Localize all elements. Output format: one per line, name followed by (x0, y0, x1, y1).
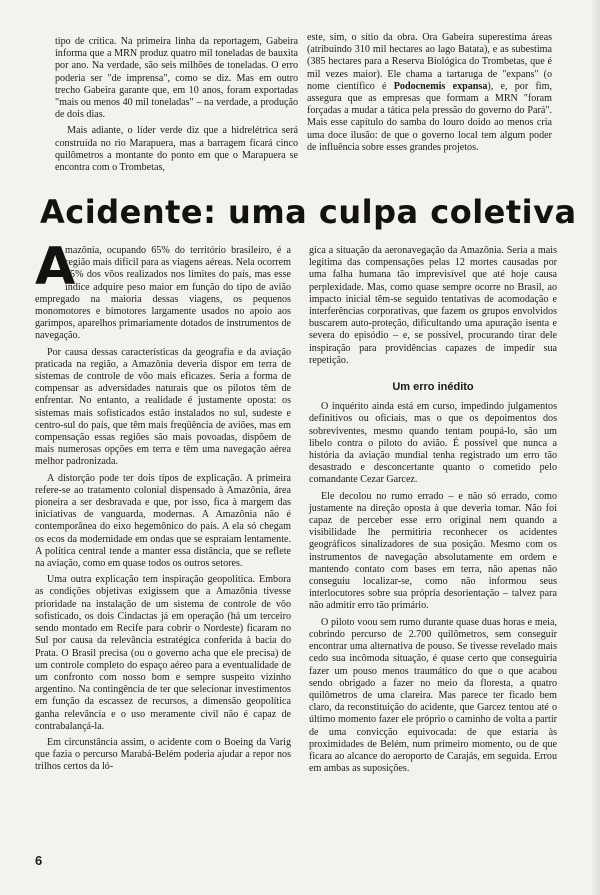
paragraph: Por causa dessas características da geografia e da aviação praticada na região, a Amazônia deveria dispor em terra de sistemas de controle de vôo mais eficazes. Seria a forma de compensar as adversidades naturais que os pilotos têm de enfrentar. No entanto, a realidade é justamente oposta: os sistemas mais sofisticados estão instalados no sul, sudeste e centro-sul do país, que têm mais freqüência de aviões, mas em compensação essas regiões são mais povoadas, dispõem de mais numerosas opções em terra e têm uma navegação aérea melhor padronizada. (35, 346, 291, 468)
paragraph: O piloto voou sem rumo durante quase duas horas e meia, cobrindo percurso de 2.700 quilômetros, sem conseguir encontrar uma alternativa de pouso. Se tivesse revelado mais cedo sua incômoda situação, é quase certo que conseguiria fazer um pouso menos traumático do que o que acabou sendo obrigado a fazer no meio da floresta, a quatro quilômetros de uma clareira. Mas parece ter ficado bem claro, da reconstituição do acidente, que Garcez tentou até o último momento fazer ele próprio o caminho de volta a partir de uma convicção equivocada: de que estaria às proximidades de Belém, num primeiro momento, ou de que ficara ao alcance do aeroporto de Carajás, em seguida. Errou em ambas as suposições. (309, 616, 557, 775)
page-number: 6 (35, 853, 43, 868)
paragraph: O inquérito ainda está em curso, impedindo julgamentos definitivos ou oficiais, mas o que os depoimentos dos sobreviventes, mesmo quando tentam poupá-lo, são um libelo contra o piloto do avião. É possível que nunca a história da aviação mundial tenha registrado um erro tão desastrado e desconcertante quanto o cometido pelo comandante Cezar Garcez. (309, 401, 557, 486)
lead-text: mazônia, ocupando 65% do território brasileiro, é a região mais difícil para as viagens aéreas. Nela ocorrem 15% dos vôos realizados nos limites do país, mas esse índice adquire peso maior em função do tipo de avião empregado na maioria dessas viagens, os pequenos monomotores e bimotores largamente usados no apoio aos garimpos, aparelhos primariamente dotados de instrumentos de navegação. (35, 245, 291, 342)
right-column (309, 245, 557, 779)
dropcap: A (35, 237, 76, 297)
headline: Acidente: uma culpa coletiva (40, 193, 577, 231)
left-column (35, 237, 291, 778)
top-left-column (55, 36, 298, 178)
binding-shadow (590, 0, 600, 895)
paragraph: Ele decolou no rumo errado – e não só errado, como justamente na direção oposta à que deveria tomar. Não foi capaz de perceber esse erro original nem quando a visibilidade lhe permitiria reconhecer os acidentes geográficos sinalizadores de sua posição. Mesmo com os instrumentos de navegação absolutamente em ordem e mantendo contato com bases em terra, não apenas não conseguiu localizar-se, como não informou seus interlocutores sobre sua própria desorientação – talvez para não admitir erro tão primário. (309, 490, 557, 612)
paragraph: A distorção pode ter dois tipos de explicação. A primeira refere-se ao tratamento colonial dispensado à Amazônia, área pioneira a ser desbravada e que, por isso, fica à margem das iniciativas de vanguarda, modernas. A Amazônia não é contemporânea do eixo hegemônico do país. A ela só chegam os ecos da modernidade em ondas que se espraiam lentamente. A política central tende a manter essa distância, que se reflete na aviação, como em quase todos os outros setores. (35, 472, 291, 570)
paragraph: gica a situação da aeronavegação da Amazônia. Seria a mais legítima das compensações pelas 12 mortes causadas por uma falha humana tão imprevisível que até hoje causa perplexidade. Mas, como quase sempre ocorre no Brasil, ao impacto inicial têm-se seguido tentativas de acomodação e interferências corporativas, que fazem os grupos envolvidos buscarem auto-proteção, dificultando uma apuração isenta e severa do episódio – e, se possível, procurando tirar dele inspiração para providências capazes de impedir sua repetição. (309, 245, 557, 366)
paragraph: Uma outra explicação tem inspiração geopolítica. Embora as condições objetivas exigissem que a Amazônia tivesse prioridade na instalação de um sistema de controle de vôo sofisticado, os dois Cindactas já em operação (há um terceiro sendo montado em Recife para cobrir o Nordeste) ficaram no Sul por causa da relevância estratégica conferida à bacia do Prata. O Brasil precisa (ou o governo acha que ele precisa) de um controle completo do espaço aéreo para a eventualidade de um confronto com nosso bom e sempre suspeito vizinho argentino. Na contingência de ter que selecionar investimentos em função da escassez de recursos, a dimensão geopolítica ganha relevância e o uso meramente civil não é capaz de contrabalançá-la. (35, 574, 291, 732)
paragraph: Mais adiante, o líder verde diz que a hidrelétrica será construída no rio Marapuera, mas a barragem ficará cinco quilômetros a montante do ponto em que o Marapuera se encontra com o Trombetas, (55, 125, 298, 174)
species-name: Podocnemis expansa (393, 80, 488, 92)
top-right-column (307, 32, 552, 158)
paragraph: tipo de crítica. Na primeira linha da reportagem, Gabeira informa que a MRN produz quatro mil toneladas de bauxita por ano. Na verdade, são seis milhões de toneladas. O erro poderia ser "de imprensa", como se diz. Mas em outro trecho Gabeira garante que, em 10 anos, foram exportadas "mais ou menos 40 mil toneladas" – na verdade, a produção de dois dias. (55, 36, 298, 121)
text-run: este, sim, o sítio da obra. Ora Gabeira superestima áreas (atribuindo 310 mil hectares ao lago Batata), e as subestima (385 hectares para a Reserva Biológica do Trombetas, que é mil vezes maior). Ele chama a tartaruga de "expans" (o nome científico é (307, 32, 552, 92)
paragraph-tartaruga (307, 32, 552, 154)
text-run: ), e, por fim, assegura que as empresas que formam a MRN "foram forçadas a mudar a tática pela pressão do governo do Pará". Mais esse capítulo do samba do louro doido ao menos cria uma doce ilusão: de que o governo local tem algum poder de influência sobre esses grandes projetos. (307, 80, 552, 153)
paragraph: Em circunstância assim, o acidente com o Boeing da Varig que fazia o percurso Marabá-Belém poderia ajudar a repor nos trilhos certos da ló- (35, 736, 291, 773)
lead-paragraph (35, 237, 291, 343)
subheading: Um erro inédito (392, 381, 474, 394)
